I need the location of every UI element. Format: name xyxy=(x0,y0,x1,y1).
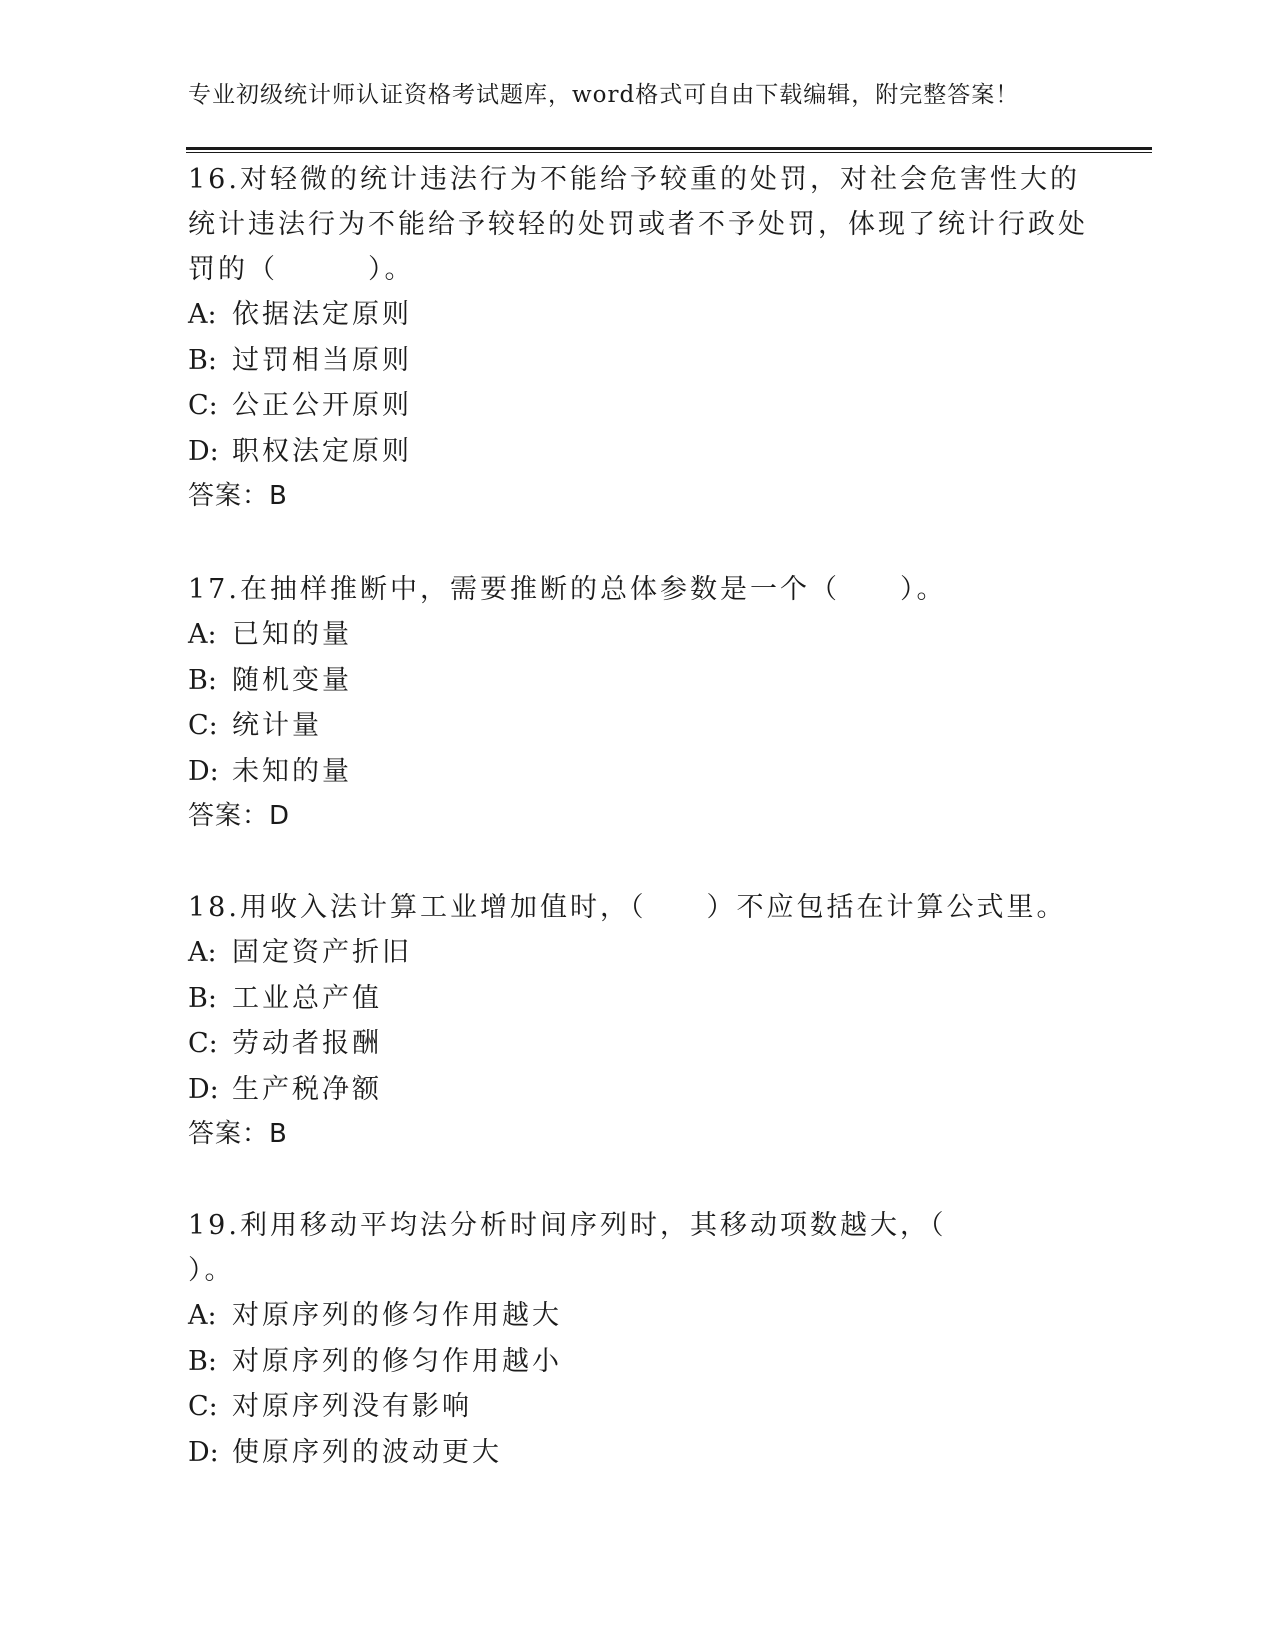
question-stem: 16.对轻微的统计违法行为不能给予较重的处罚，对社会危害性大的统计违法行为不能给予较轻的处罚或者不予处罚，体现了统计行政处罚的（ ）。 xyxy=(188,164,1088,285)
option-letter: B: xyxy=(188,344,217,376)
option-letter: C: xyxy=(188,390,218,421)
option-letter: D: xyxy=(188,1436,219,1468)
option-c xyxy=(188,1384,1088,1430)
option-b xyxy=(188,338,1088,384)
option-text: 生产税净额 xyxy=(232,1073,382,1105)
option-a xyxy=(188,612,1088,658)
option-d xyxy=(188,1067,1088,1113)
option-text: 随机变量 xyxy=(232,664,352,696)
question-16 xyxy=(188,157,1088,520)
option-a xyxy=(188,1293,1088,1339)
question-18 xyxy=(188,885,1088,1158)
option-letter: B: xyxy=(188,664,217,696)
option-letter: D: xyxy=(188,1073,219,1105)
question-stem: 18.用收入法计算工业增加值时，（ ）不应包括在计算公式里。 xyxy=(188,892,1067,923)
option-c xyxy=(188,703,1088,749)
option-text: 劳动者报酬 xyxy=(232,1028,382,1059)
option-text: 工业总产值 xyxy=(232,982,382,1014)
answer-label: 答案：D xyxy=(188,801,291,831)
option-a xyxy=(188,930,1088,976)
option-text: 使原序列的波动更大 xyxy=(232,1436,502,1468)
option-b xyxy=(188,976,1088,1022)
option-b xyxy=(188,658,1088,704)
option-letter: D: xyxy=(188,755,219,787)
answer-label: 答案：B xyxy=(188,481,288,511)
option-letter: C: xyxy=(188,710,218,741)
option-text: 公正公开原则 xyxy=(232,390,412,421)
option-letter: B: xyxy=(188,1345,217,1377)
option-text: 依据法定原则 xyxy=(232,299,412,330)
option-text: 职权法定原则 xyxy=(232,435,412,467)
option-d xyxy=(188,749,1088,795)
option-text: 对原序列没有影响 xyxy=(232,1391,472,1422)
question-17 xyxy=(188,567,1088,840)
option-text: 未知的量 xyxy=(232,755,352,787)
answer-label: 答案：B xyxy=(188,1119,288,1149)
option-b xyxy=(188,1339,1088,1385)
option-text: 对原序列的修匀作用越大 xyxy=(232,1300,562,1331)
question-stem-line-1: 19.利用移动平均法分析时间序列时，其移动项数越大，（ xyxy=(188,1210,947,1241)
option-d xyxy=(188,1430,1088,1476)
page-header: 专业初级统计师认证资格考试题库，word格式可自由下载编辑，附完整答案！ xyxy=(188,82,1020,108)
option-text: 已知的量 xyxy=(232,619,352,650)
option-letter: A: xyxy=(188,937,217,968)
option-text: 过罚相当原则 xyxy=(232,344,412,376)
option-text: 对原序列的修匀作用越小 xyxy=(232,1345,562,1377)
option-a xyxy=(188,292,1088,338)
option-letter: A: xyxy=(188,619,217,650)
option-letter: C: xyxy=(188,1391,218,1422)
header-divider xyxy=(186,147,1152,153)
option-letter: B: xyxy=(188,982,217,1014)
option-letter: A: xyxy=(188,299,217,330)
question-stem: 17.在抽样推断中，需要推断的总体参数是一个（ ）。 xyxy=(188,574,947,605)
question-19 xyxy=(188,1203,1088,1475)
option-text: 统计量 xyxy=(232,710,322,741)
option-d xyxy=(188,429,1088,475)
option-letter: A: xyxy=(188,1300,217,1331)
option-text: 固定资产折旧 xyxy=(232,937,412,968)
option-letter: D: xyxy=(188,435,219,467)
option-c xyxy=(188,1021,1088,1067)
option-letter: C: xyxy=(188,1028,218,1059)
option-c xyxy=(188,383,1088,429)
question-stem-line-2: ）。 xyxy=(188,1255,235,1286)
